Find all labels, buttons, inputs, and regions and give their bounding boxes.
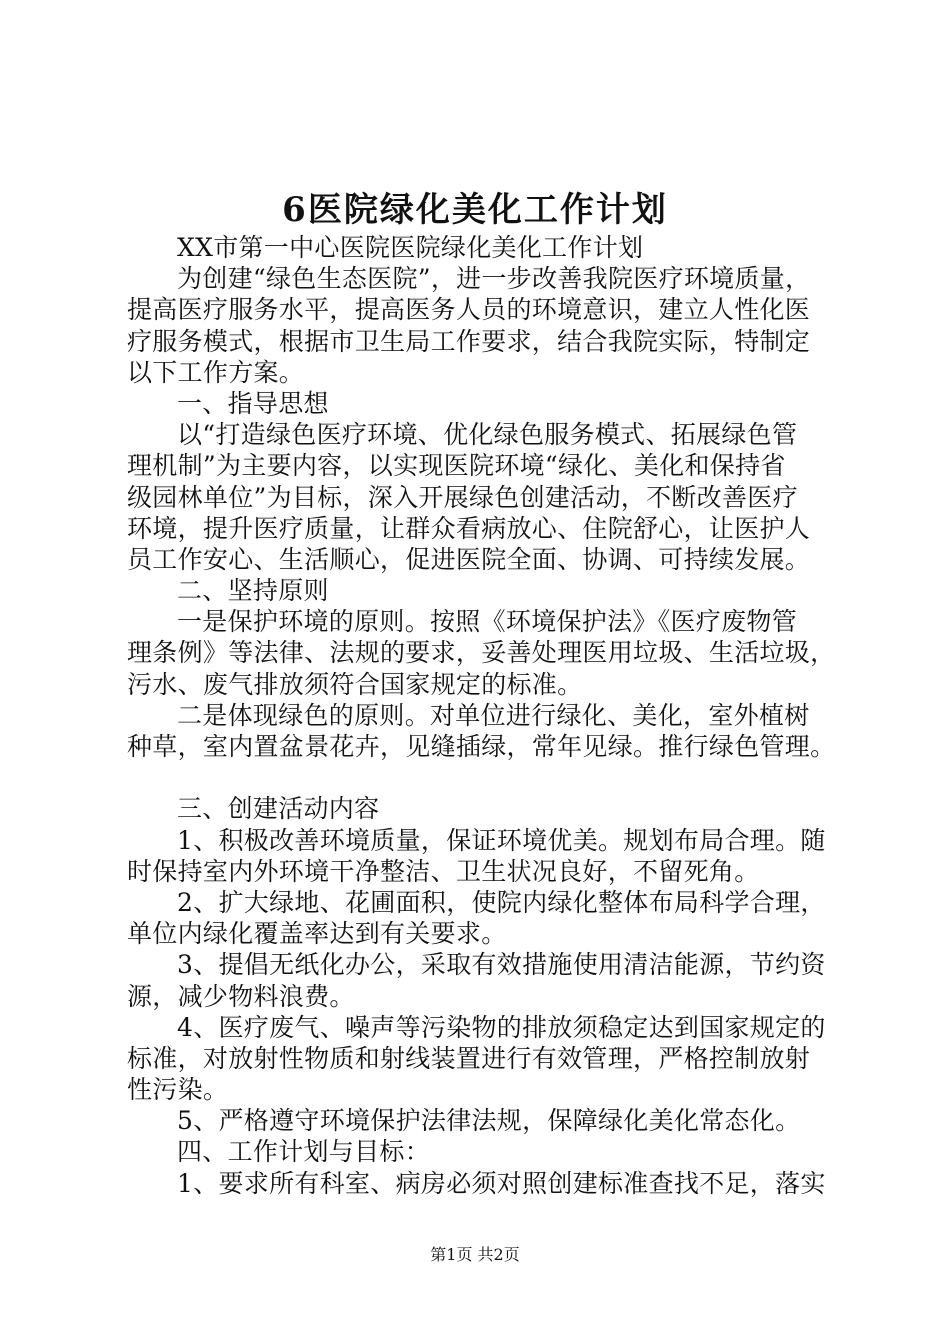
paragraph-line: 单位内绿化覆盖率达到有关要求。 <box>127 919 507 949</box>
paragraph-line: 源，减少物料浪费。 <box>127 981 355 1011</box>
section-heading: 二、坚持原则 <box>177 576 329 606</box>
paragraph-line: 1、积极改善环境质量，保证环境优美。规划布局合理。随 <box>177 825 826 855</box>
paragraph-line: 3、提倡无纸化办公，采取有效措施使用清洁能源，节约资 <box>177 950 826 980</box>
section-heading: 四、工作计划与目标： <box>177 1137 431 1167</box>
page-number-footer: 第1页 共2页 <box>430 1245 520 1264</box>
document-title: 6医院绿化美化工作计划 <box>282 190 668 230</box>
paragraph-line: 理条例》等法律、法规的要求，妥善处理医用垃圾、生活垃圾， <box>127 638 836 668</box>
section-heading: 一、指导思想 <box>177 388 329 418</box>
paragraph-line: 以“打造绿色医疗环境、优化绿色服务模式、拓展绿色管 <box>177 420 798 450</box>
document-body <box>127 232 862 1199</box>
paragraph-line: 一是保护环境的原则。按照《环境保护法》《医疗废物管 <box>177 607 798 637</box>
paragraph-line: 级园林单位”为目标，深入开展绿色创建活动，不断改善医疗 <box>127 482 798 512</box>
subtitle-line: XX市第一中心医院医院绿化美化工作计划 <box>177 233 644 262</box>
paragraph-line: 性污染。 <box>127 1075 229 1105</box>
paragraph-line: 为创建“绿色生态医院”，进一步改善我院医疗环境质量， <box>177 264 811 294</box>
paragraph-line: 员工作安心、生活顺心，促进医院全面、协调、可持续发展。 <box>127 544 811 574</box>
paragraph-line: 理机制”为主要内容，以实现医院环境“绿化、美化和保持省 <box>127 451 786 481</box>
blank-line <box>127 762 862 793</box>
paragraph-line: 环境，提升医疗质量，让群众看病放心、住院舒心，让医护人 <box>127 513 811 543</box>
paragraph-line: 污水、废气排放须符合国家规定的标准。 <box>127 669 583 699</box>
paragraph-line: 提高医疗服务水平，提高医务人员的环境意识，建立人性化医 <box>127 295 811 325</box>
paragraph-line: 时保持室内外环境干净整洁、卫生状况良好，不留死角。 <box>127 856 760 886</box>
section-heading: 三、创建活动内容 <box>177 794 380 824</box>
paragraph-line: 1、要求所有科室、病房必须对照创建标准查找不足，落实 <box>177 1168 826 1198</box>
paragraph-line: 4、医疗废气、噪声等污染物的排放须稳定达到国家规定的 <box>177 1012 826 1042</box>
paragraph-line: 5、严格遵守环境保护法律法规，保障绿化美化常态化。 <box>177 1106 801 1136</box>
paragraph-line: 2、扩大绿地、花圃面积，使院内绿化整体布局科学合理， <box>177 887 826 917</box>
paragraph-line: 标准，对放射性物质和射线装置进行有效管理，严格控制放射 <box>127 1043 811 1073</box>
paragraph-line: 二是体现绿色的原则。对单位进行绿化、美化，室外植树 <box>177 700 810 730</box>
paragraph-line: 疗服务模式，根据市卫生局工作要求，结合我院实际，特制定 <box>127 326 811 356</box>
paragraph-line: 以下工作方案。 <box>127 357 305 387</box>
paragraph-line: 种草，室内置盆景花卉，见缝插绿，常年见绿。推行绿色管理。 <box>127 732 836 761</box>
